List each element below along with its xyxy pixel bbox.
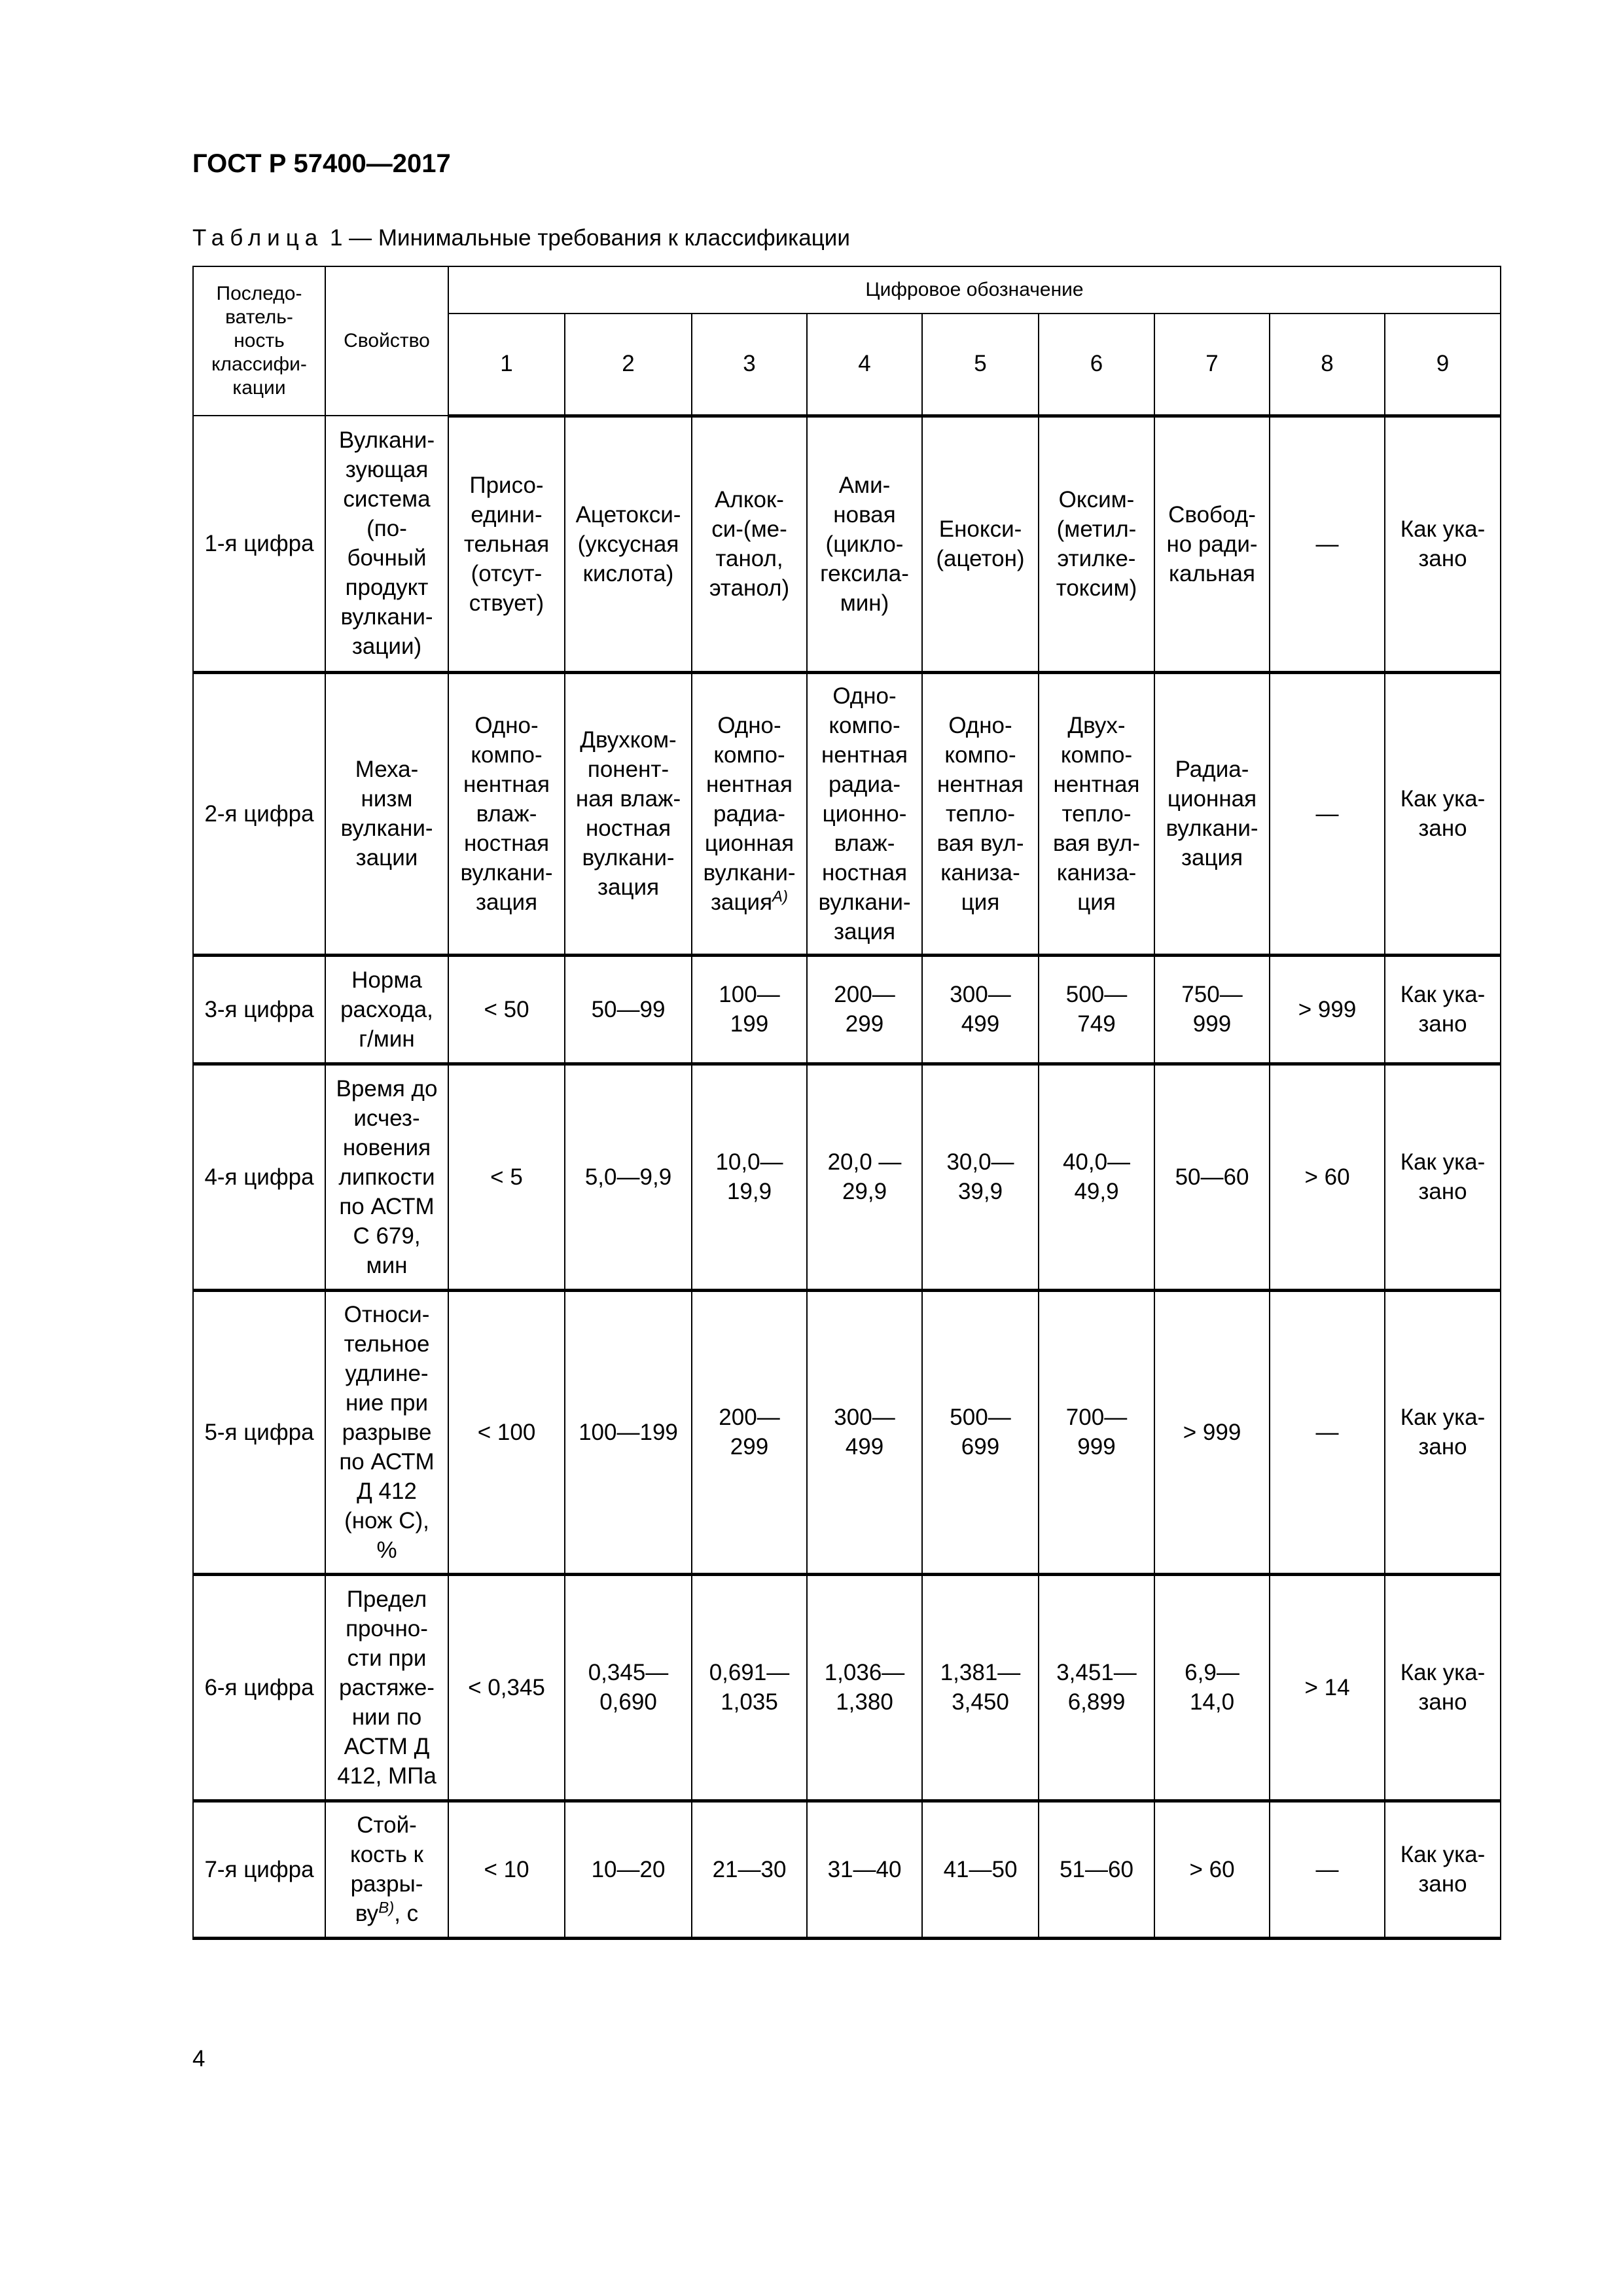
header-digit-group: Цифровое обозначение	[448, 266, 1501, 314]
row-property: Относи- тельное удлине- ние при разрыве по АСТМ Д 412 (нож С), %	[325, 1290, 448, 1574]
table-cell: Одно- компо- нентная влаж- ностная вулкани- зация	[448, 672, 565, 955]
row-label: 7-я цифра	[193, 1801, 325, 1938]
table-cell: < 10	[448, 1801, 565, 1938]
table-cell: > 60	[1270, 1064, 1385, 1290]
table-cell: Как ука- зано	[1385, 1801, 1501, 1938]
table-cell: Как ука- зано	[1385, 672, 1501, 955]
table-cell: 500— 749	[1039, 955, 1154, 1064]
table-row	[193, 1064, 1501, 1290]
table-cell: Как ука- зано	[1385, 1290, 1501, 1574]
table-row	[193, 1290, 1501, 1574]
table-cell: —	[1270, 672, 1385, 955]
header-digit-4: 4	[807, 314, 922, 416]
table-cell: 750— 999	[1154, 955, 1270, 1064]
table-cell: 21—30	[692, 1801, 807, 1938]
table-cell: 31—40	[807, 1801, 922, 1938]
row-property: Время до исчез- новения липкости по АСТМ С 679, мин	[325, 1064, 448, 1290]
table-caption	[192, 225, 850, 251]
table-cell: Как ука- зано	[1385, 1064, 1501, 1290]
table-cell: Как ука- зано	[1385, 1574, 1501, 1801]
table-cell: 1,381— 3,450	[922, 1574, 1039, 1801]
table-cell: < 0,345	[448, 1574, 565, 1801]
table-cell: < 50	[448, 955, 565, 1064]
table-cell: 0,691— 1,035	[692, 1574, 807, 1801]
table-cell: 50—60	[1154, 1064, 1270, 1290]
footnote-mark: А)	[772, 887, 789, 905]
table-cell: < 5	[448, 1064, 565, 1290]
table-cell: 41—50	[922, 1801, 1039, 1938]
table-cell: Ацетокси- (уксусная кислота)	[565, 416, 692, 672]
table-row	[193, 416, 1501, 672]
table-cell: > 999	[1270, 955, 1385, 1064]
table-cell: < 100	[448, 1290, 565, 1574]
row-property: Меха- низм вулкани- зации	[325, 672, 448, 955]
table-cell: Свобод- но ради- кальная	[1154, 416, 1270, 672]
row-label: 2-я цифра	[193, 672, 325, 955]
table-cell: 200— 299	[807, 955, 922, 1064]
table-cell: Енокси- (ацетон)	[922, 416, 1039, 672]
caption-prefix: Таблица	[192, 225, 324, 251]
footnote-mark: В)	[378, 1899, 395, 1917]
table-row	[193, 955, 1501, 1064]
table-row	[193, 1801, 1501, 1938]
table-cell: 5,0—9,9	[565, 1064, 692, 1290]
table-cell: Одно- компо- нентная радиа- ционная вулкани- зация$^{А)}$	[692, 672, 807, 955]
caption-text: — Минимальные требования к классификации	[349, 225, 850, 251]
table-cell: 100—199	[565, 1290, 692, 1574]
classification-table	[192, 266, 1501, 1940]
table-cell: 700— 999	[1039, 1290, 1154, 1574]
table-cell: —	[1270, 1290, 1385, 1574]
row-label: 5-я цифра	[193, 1290, 325, 1574]
table-cell: 20,0 — 29,9	[807, 1064, 922, 1290]
row-property: Норма расхода, г/мин	[325, 955, 448, 1064]
row-property: Стой- кость к разры- $ву^{В)}$, с	[325, 1801, 448, 1938]
table-cell: Одно- компо- нентная тепло- вая вул- каниза- ция	[922, 672, 1039, 955]
table-cell: 1,036— 1,380	[807, 1574, 922, 1801]
table-cell: Присо- едини- тельная (отсут- ствует)	[448, 416, 565, 672]
table-cell: Двухком- понент- ная влаж- ностная вулкани- зация	[565, 672, 692, 955]
row-label: 1-я цифра	[193, 416, 325, 672]
table-cell: —	[1270, 1801, 1385, 1938]
table-cell: Радиа- ционная вулкани- зация	[1154, 672, 1270, 955]
header-digit-7: 7	[1154, 314, 1270, 416]
table-cell: > 999	[1154, 1290, 1270, 1574]
header-property: Свойство	[325, 266, 448, 416]
table-cell: 50—99	[565, 955, 692, 1064]
table-cell: 200— 299	[692, 1290, 807, 1574]
header-digit-8: 8	[1270, 314, 1385, 416]
table-cell: 6,9— 14,0	[1154, 1574, 1270, 1801]
header-digit-2: 2	[565, 314, 692, 416]
table-cell: Алкок- си-(ме- танол, этанол)	[692, 416, 807, 672]
table-cell: Одно- компо- нентная радиа- ционно- влаж- ностная вулкани- зация	[807, 672, 922, 955]
table-cell: 300— 499	[922, 955, 1039, 1064]
table-cell: Как ука- зано	[1385, 416, 1501, 672]
table-cell: 10,0— 19,9	[692, 1064, 807, 1290]
table-cell: 51—60	[1039, 1801, 1154, 1938]
caption-number: 1	[329, 225, 343, 251]
table-cell: Двух- компо- нентная тепло- вая вул- каниза- ция	[1039, 672, 1154, 955]
table-cell: 30,0— 39,9	[922, 1064, 1039, 1290]
row-label: 3-я цифра	[193, 955, 325, 1064]
table-row	[193, 1574, 1501, 1801]
row-label: 6-я цифра	[193, 1574, 325, 1801]
table-cell: Оксим- (метил- этилке- токсим)	[1039, 416, 1154, 672]
table-cell: 300— 499	[807, 1290, 922, 1574]
header-digit-1: 1	[448, 314, 565, 416]
table-cell: 100— 199	[692, 955, 807, 1064]
table-cell: 3,451— 6,899	[1039, 1574, 1154, 1801]
header-digit-6: 6	[1039, 314, 1154, 416]
table-cell: 10—20	[565, 1801, 692, 1938]
document-header: ГОСТ Р 57400—2017	[192, 149, 451, 178]
header-digit-9: 9	[1385, 314, 1501, 416]
table-cell: > 60	[1154, 1801, 1270, 1938]
row-property: Вулкани- зующая система (по- бочный продукт вулкани- зации)	[325, 416, 448, 672]
table-cell: > 14	[1270, 1574, 1385, 1801]
table-cell: 0,345— 0,690	[565, 1574, 692, 1801]
table-cell: Ами- новая (цикло- гексила- мин)	[807, 416, 922, 672]
row-label: 4-я цифра	[193, 1064, 325, 1290]
table-cell: Как ука- зано	[1385, 955, 1501, 1064]
table-cell: —	[1270, 416, 1385, 672]
page-number: 4	[192, 2046, 205, 2072]
header-digit-3: 3	[692, 314, 807, 416]
header-digit-5: 5	[922, 314, 1039, 416]
row-property: Предел прочно- сти при растяже- нии по АСТМ Д 412, МПа	[325, 1574, 448, 1801]
table-row	[193, 672, 1501, 955]
table-cell: 500— 699	[922, 1290, 1039, 1574]
header-sequence: Последо- ватель- ность классифи- кации	[193, 266, 325, 416]
table-cell: 40,0— 49,9	[1039, 1064, 1154, 1290]
